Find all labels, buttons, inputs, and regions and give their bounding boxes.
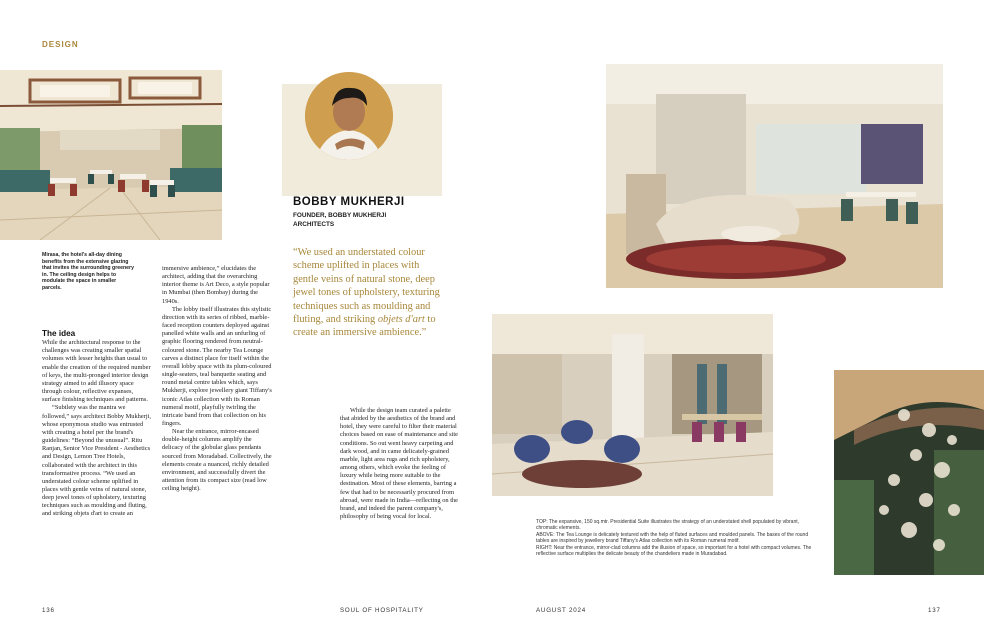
col2-paragraph: The lobby itself illustrates this stylistic direction with its series of ribbed, marble-faced reception counters deployed against panelled white walls and an unfurling of graphic flooring rendered from neutral-coloured stone. The nearby Tea Lounge carves a distinct place for itself within the overall lobby space with its plum-coloured single-seaters, teal banquette seating and round metal centre tables which, says Mukherji, explore jewellery giant Tiffany's iconic Atlas collection with its Roman numeral motif, playfully twirling the intricate band from that collection on his fingers. — [162, 305, 272, 427]
dining-photo — [0, 70, 222, 240]
dining-caption: Mirasa, the hotel's all-day dining benefits from the extensive glazing that invites the surrounding greenery in. The ceiling design helps to modulate the space in smaller parcels. — [42, 252, 134, 291]
section-label: DESIGN — [42, 40, 79, 49]
caption-top: TOP: The expansive, 150 sq.mtr. Presidential Suite illustrates the strategy of an understated shell populated by vibrant, chromatic elements. — [536, 519, 800, 532]
article-column-2 — [162, 265, 272, 493]
caption-right: RIGHT: Near the entrance, mirror-clad columns add the illusion of space, so important for a hotel with compact volumes. The reflective surface multiplies the delicate beauty of the chandeliers made in Muradabad. — [536, 544, 812, 558]
article-column-3 — [340, 407, 458, 521]
page-number-left: 136 — [42, 607, 55, 614]
col1-paragraph: While the architectural response to the challenges was creating smaller spatial volumes with lesser heights than usual to enable the creation of the required number of keys, the multi-pronged interior design strategy aimed to add illusory space through colour, reflective expanses, surface finishing techniques and patterns. — [42, 339, 151, 404]
col2-paragraph: immersive ambience,” elucidates the architect, adding that the overarching interior theme is Art Deco, a style popular in Mumbai (then Bombay) during the 1940s. — [162, 265, 270, 305]
col3-paragraph: While the design team curated a palette that abided by the aesthetics of the brand and hotel, they were careful to filter their material choices based on ease of maintenance and site conditions. So out went heavy carpeting and dark wood, and in came delicately-grained marble, light area rugs and rich upholstery, among others, which evoke the feeling of luxury while being more suitable to the destination. Most of these elements, barring a few that had to be necessarily procured from abroad, were made in India—reflecting on the brand, and indeed the parent company's, philosophy of being vocal for local. — [340, 407, 458, 521]
caption-above: ABOVE: The Tea Lounge is delicately textured with the help of fluted surfaces and moulded panels. The bases of the round tables are inspired by jewellery brand Tiffany's Atlas collection with its Roman numeral motif. — [536, 531, 809, 545]
col2-paragraph: Near the entrance, mirror-encased double-height columns amplify the delicacy of the globular glass pendants sourced from Moradabad. Collectively, the elements create a nuanced, richly detailed environment, and successfully divert the attention from its compact size (read low ceiling height). — [162, 428, 272, 493]
profile-name: BOBBY MUKHERJI — [293, 196, 405, 208]
role-line-2: ARCHITECTS — [293, 220, 335, 228]
page-number-right: 137 — [928, 607, 941, 614]
right-captions — [536, 519, 816, 557]
suite-photo — [606, 64, 943, 288]
quote-text-end: to create an immersive ambience.” — [293, 314, 436, 339]
magazine-name: SOUL OF HOSPITALITY — [340, 607, 424, 614]
article-heading: The idea — [42, 329, 76, 338]
quote-italic: objets d'art — [377, 314, 425, 326]
profile-role — [293, 212, 386, 229]
issue-date: AUGUST 2024 — [536, 607, 586, 614]
portrait-photo — [305, 72, 393, 160]
col1-paragraph: “Subtlety was the mantra we followed,” says architect Bobby Mukherji, whose eponymous studio was entrusted with creating a hotel per the brand's guidelines: “Beyond the unusual”. Ritu Ranjan, Senior Vice President - Aesthetics and Design, Lemon Tree Hotels, collaborated with the architect in this transformative process. “We used an understated colour scheme uplifted in places with gentle veins of natural stone, deep jewel tones of upholstery, texturing techniques such as moulding and fluting, and striking objets d'art to create an — [42, 404, 151, 518]
chandelier-photo — [834, 370, 984, 575]
tea-lounge-photo — [492, 314, 773, 496]
pull-quote — [293, 246, 443, 340]
role-line-1: FOUNDER, BOBBY MUKHERJI — [293, 212, 387, 219]
article-column-1 — [42, 330, 152, 519]
quote-text-start: “We used an understated colour scheme uplifted in places with gentle veins of natural stone, deep jewel tones of upholstery, texturing techniques such as moulding and fluting, and striking — [293, 247, 440, 326]
